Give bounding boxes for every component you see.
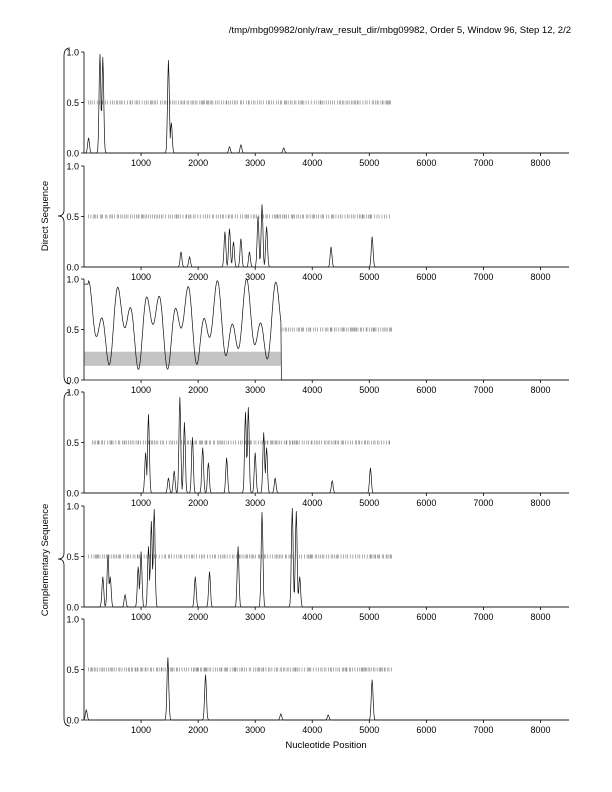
y-tick-label: 0.5	[66, 212, 79, 222]
y-tick-label: 1.0	[66, 47, 79, 58]
direct-sequence-label: Direct Sequence	[40, 180, 51, 252]
x-tick-label: 8000	[530, 272, 551, 282]
chart-panel-5	[66, 502, 569, 623]
x-tick-label: 8000	[530, 385, 551, 395]
x-tick-label: 3000	[245, 158, 266, 168]
y-tick-label: 0.5	[66, 552, 79, 562]
chart-panel-4	[66, 388, 569, 509]
series-line	[84, 397, 569, 493]
x-tick-label: 5000	[359, 725, 380, 735]
score-tick-row	[281, 328, 392, 332]
x-tick-label: 4000	[302, 612, 323, 622]
x-tick-label: 2000	[188, 385, 209, 395]
x-tick-label: 3000	[245, 498, 266, 508]
x-tick-label: 4000	[302, 272, 323, 282]
x-tick-label: 4000	[302, 498, 323, 508]
y-tick-label: 0.0	[66, 602, 79, 613]
chart-panel-3	[66, 275, 569, 396]
complementary-sequence-label: Complementary Sequence	[40, 503, 51, 617]
x-tick-label: 5000	[359, 272, 380, 282]
y-tick-label: 0.0	[66, 375, 79, 386]
x-tick-label: 7000	[473, 158, 494, 168]
x-tick-label: 6000	[416, 385, 437, 395]
score-tick-row	[89, 668, 392, 672]
y-tick-label: 1.0	[66, 501, 79, 512]
score-tick-row	[89, 555, 392, 559]
x-tick-label: 5000	[359, 158, 380, 168]
x-tick-label: 1000	[131, 725, 152, 735]
series-line	[84, 657, 569, 720]
x-tick-label: 2000	[188, 725, 209, 735]
x-tick-label: 3000	[245, 272, 266, 282]
x-tick-label: 8000	[530, 612, 551, 622]
y-tick-label: 1.0	[66, 161, 79, 172]
x-tick-label: 7000	[473, 498, 494, 508]
y-tick-label: 0.5	[66, 665, 79, 675]
y-tick-label: 0.5	[66, 438, 79, 448]
x-tick-label: 4000	[302, 725, 323, 735]
y-tick-label: 0.5	[66, 325, 79, 335]
x-tick-label: 6000	[416, 498, 437, 508]
x-tick-label: 5000	[359, 612, 380, 622]
x-tick-label: 1000	[131, 612, 152, 622]
x-tick-label: 6000	[416, 158, 437, 168]
x-tick-label: 1000	[131, 385, 152, 395]
x-tick-label: 7000	[473, 272, 494, 282]
x-tick-label: 3000	[245, 612, 266, 622]
x-tick-label: 4000	[302, 385, 323, 395]
y-tick-label: 1.0	[66, 614, 79, 625]
x-tick-label: 3000	[245, 385, 266, 395]
score-tick-row	[89, 101, 391, 105]
x-tick-label: 7000	[473, 612, 494, 622]
chart-panel-1	[66, 48, 569, 169]
x-tick-label: 1000	[131, 498, 152, 508]
series-line	[84, 204, 569, 267]
y-tick-label: 0.0	[66, 488, 79, 499]
x-tick-label: 3000	[245, 725, 266, 735]
x-tick-label: 1000	[131, 272, 152, 282]
shaded-band	[84, 352, 281, 366]
x-tick-label: 8000	[530, 498, 551, 508]
x-tick-label: 6000	[416, 725, 437, 735]
y-tick-label: 1.0	[66, 387, 79, 398]
score-tick-row	[89, 215, 390, 219]
x-axis-title: Nucleotide Position	[285, 740, 367, 751]
x-tick-label: 2000	[188, 612, 209, 622]
x-tick-label: 1000	[131, 158, 152, 168]
y-tick-label: 1.0	[66, 274, 79, 285]
x-tick-label: 4000	[302, 158, 323, 168]
y-tick-label: 0.5	[66, 98, 79, 108]
x-tick-label: 2000	[188, 272, 209, 282]
x-tick-label: 7000	[473, 725, 494, 735]
x-tick-label: 6000	[416, 272, 437, 282]
x-tick-label: 6000	[416, 612, 437, 622]
y-tick-label: 0.0	[66, 262, 79, 273]
x-tick-label: 2000	[188, 498, 209, 508]
x-tick-label: 7000	[473, 385, 494, 395]
x-tick-label: 5000	[359, 498, 380, 508]
x-tick-label: 8000	[530, 158, 551, 168]
chart-panel-2	[66, 162, 569, 283]
x-tick-label: 8000	[530, 725, 551, 735]
chart-panel-6	[66, 615, 569, 736]
x-tick-label: 2000	[188, 158, 209, 168]
figure-title: /tmp/mbg09982/only/raw_result_dir/mbg09982, Order 5, Window 96, Step 12, 2/2	[228, 25, 571, 36]
y-tick-label: 0.0	[66, 148, 79, 159]
score-tick-row	[93, 441, 390, 445]
x-tick-label: 5000	[359, 385, 380, 395]
y-tick-label: 0.0	[66, 715, 79, 726]
